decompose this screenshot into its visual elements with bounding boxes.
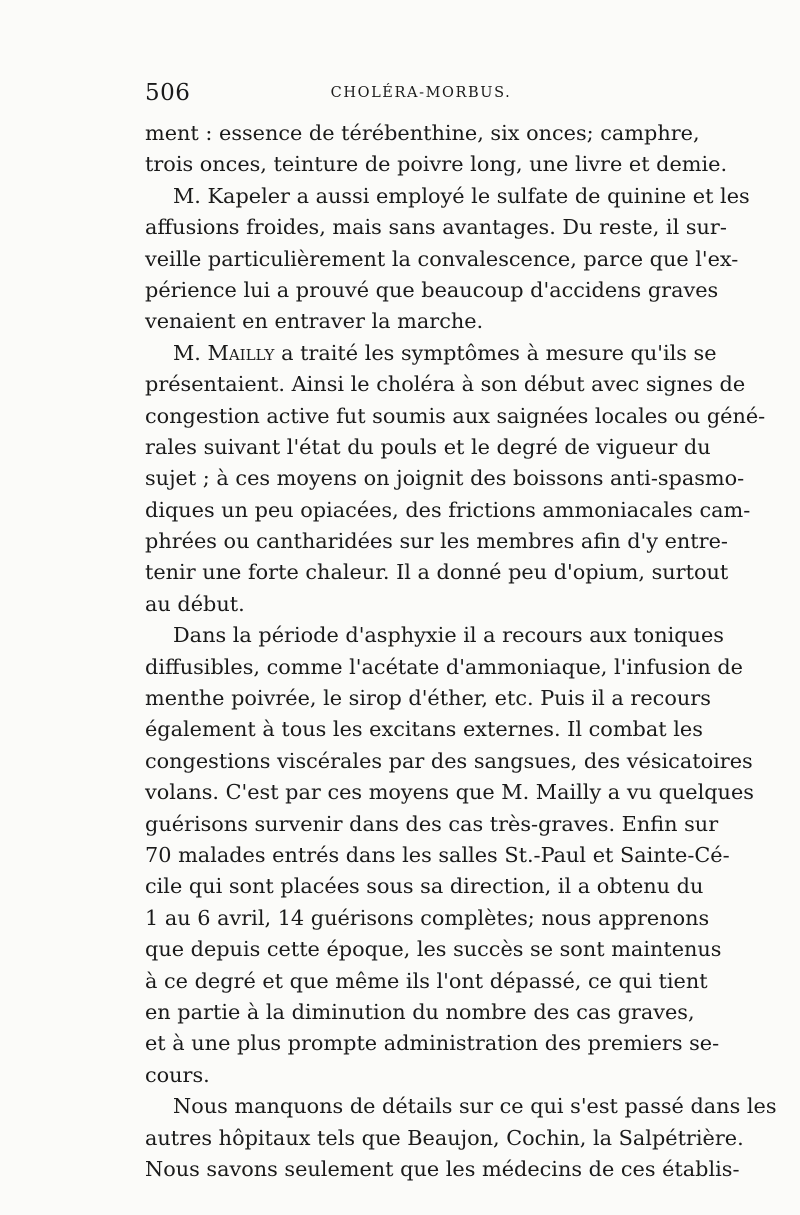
text-line-content: Nous manquons de détails sur ce qui s'est passé dans les — [173, 1094, 777, 1119]
text-line-content: à ce degré et que même ils l'ont dépassé, ce qui tient — [145, 968, 708, 993]
text-line-content: 70 malades entrés dans les salles St.-Paul et Sainte-Cé- — [145, 842, 730, 867]
body-text — [145, 118, 777, 1185]
text-line-content: également à tous les excitans externes. Il combat les — [145, 717, 703, 742]
text-line — [145, 338, 717, 369]
text-line-content: cours. — [145, 1062, 210, 1087]
text-line-content: cile qui sont placées sous sa direction, il a obtenu du — [145, 874, 704, 899]
page-number: 506 — [145, 80, 191, 106]
text-line — [145, 777, 754, 808]
text-line-content: sujet ; à ces moyens on joignit des boissons anti-spasmo- — [145, 466, 745, 491]
text-line — [145, 934, 722, 965]
text-line-continuation: a traité les symptômes à mesure qu'ils se — [274, 340, 717, 365]
text-line — [145, 1123, 744, 1154]
text-line — [145, 903, 710, 934]
text-line — [145, 432, 711, 463]
text-line — [145, 683, 711, 714]
text-line-content: M. — [173, 340, 208, 365]
text-line — [145, 275, 719, 306]
text-line — [145, 369, 746, 400]
text-line — [145, 1060, 675, 1091]
text-line-content: diques un peu opiacées, des frictions ammoniacales cam- — [145, 497, 751, 522]
text-line — [145, 652, 743, 683]
text-line — [145, 149, 728, 180]
author-name-small-caps: Mailly — [207, 340, 275, 365]
text-line-content: et à une plus prompte administration des premiers se- — [145, 1031, 720, 1056]
text-line — [145, 620, 724, 651]
text-line-content: affusions froides, mais sans avantages. Du reste, il sur- — [145, 215, 727, 240]
text-line — [145, 809, 719, 840]
text-line-content: phrées ou cantharidées sur les membres afin d'y entre- — [145, 529, 728, 554]
text-line — [145, 966, 708, 997]
text-line-content: Nous savons seulement que les médecins de ces établis- — [145, 1156, 740, 1181]
text-line — [145, 463, 745, 494]
text-line-content: venaient en entraver la marche. — [145, 309, 484, 334]
text-line-content: M. Kapeler a aussi employé le sulfate de quinine et les — [173, 183, 750, 208]
text-line-content: menthe poivrée, le sirop d'éther, etc. Puis il a recours — [145, 686, 711, 711]
text-line-content: rales suivant l'état du pouls et le degré de vigueur du — [145, 434, 711, 459]
page-header — [145, 80, 677, 114]
text-line-content: tenir une forte chaleur. Il a donné peu d'opium, surtout — [145, 560, 729, 585]
text-line — [145, 1154, 740, 1185]
text-line-content: Dans la période d'asphyxie il a recours aux toniques — [173, 623, 724, 648]
text-line-content: en partie à la diminution du nombre des cas graves, — [145, 999, 695, 1024]
text-line-content: périence lui a prouvé que beaucoup d'accidens graves — [145, 277, 719, 302]
text-line — [145, 181, 750, 212]
text-line — [145, 495, 751, 526]
text-line-content: veille particulièrement la convalescence, parce que l'ex- — [145, 246, 739, 271]
text-line-content: au début. — [145, 591, 245, 616]
text-line-content: trois onces, teinture de poivre long, une livre et demie. — [145, 152, 728, 177]
text-line-content: présentaient. Ainsi le choléra à son début avec signes de — [145, 372, 746, 397]
text-line — [145, 840, 730, 871]
text-line — [145, 557, 729, 588]
text-line — [145, 746, 753, 777]
text-line-content: guérisons survenir dans des cas très-graves. Enfin sur — [145, 811, 719, 836]
text-line-content: que depuis cette époque, les succès se sont maintenus — [145, 937, 722, 962]
text-line-content: ment : essence de térébenthine, six onces; camphre, — [145, 121, 700, 145]
text-line — [145, 589, 675, 620]
text-line — [145, 714, 703, 745]
text-line — [145, 1028, 720, 1059]
text-line-content: volans. C'est par ces moyens que M. Mailly a vu quelques — [145, 780, 754, 805]
text-line — [145, 118, 700, 149]
text-line — [145, 526, 728, 557]
running-head: CHOLÉRA-MORBUS. — [330, 85, 512, 101]
text-line-content: autres hôpitaux tels que Beaujon, Cochin, la Salpétrière. — [145, 1125, 744, 1150]
text-line — [145, 244, 739, 275]
text-line — [145, 1091, 777, 1122]
text-line-content: congestions viscérales par des sangsues, des vésicatoires — [145, 748, 753, 773]
text-line-content: 1 au 6 avril, 14 guérisons complètes; nous apprenons — [145, 905, 710, 930]
text-line — [145, 997, 695, 1028]
text-line — [145, 306, 675, 337]
text-line — [145, 871, 704, 902]
text-line-content: diffusibles, comme l'acétate d'ammoniaque, l'infusion de — [145, 654, 743, 679]
text-line — [145, 401, 766, 432]
text-line — [145, 212, 727, 243]
text-line-content: congestion active fut soumis aux saignées locales ou géné- — [145, 403, 766, 428]
